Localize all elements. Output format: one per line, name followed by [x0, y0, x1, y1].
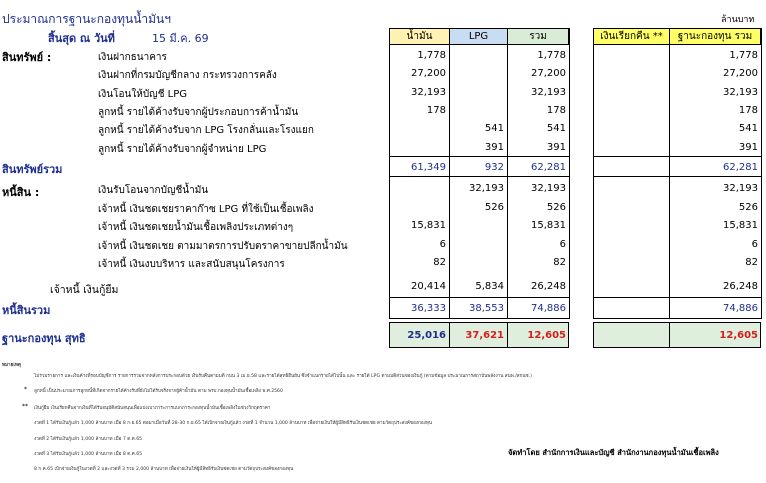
assets-row-oil: 1,778	[417, 50, 446, 61]
net-oil: 25,016	[407, 330, 446, 341]
loan-fund: 26,248	[723, 281, 758, 292]
liabilities-row-label: เจ้าหนี้ เงินชดเชย ตามมาตรการปรับตราคาขายปลีกน้ำมัน	[98, 240, 348, 252]
note-marker: *	[24, 386, 27, 393]
assets-row-fund: 27,200	[723, 68, 758, 80]
liabilities-total-lpg: 38,553	[469, 303, 504, 314]
assets-row-oil: 27,200	[411, 68, 446, 80]
liabilities-row-lpg: 32,193	[469, 183, 504, 194]
row-separator	[389, 156, 569, 157]
assets-row-lpg: 391	[484, 141, 504, 153]
row-separator	[593, 297, 761, 298]
assets-row-label: ลูกหนี้ รายได้ค้างรับจากผู้จำหน่าย LPG	[98, 143, 267, 155]
prepared-by: จัดทำโดย สำนักการเงินและบัญชี สำนักงานกองทุนน้ำมันเชื้อเพลิง	[508, 448, 719, 457]
col-header-lpg: LPG	[449, 28, 507, 45]
liabilities-row-oil: 15,831	[411, 220, 446, 232]
liabilities-row-lpg: 526	[484, 201, 504, 213]
liabilities-row-fund: 82	[745, 257, 758, 269]
liabilities-total-label: หนี้สินรวม	[2, 304, 51, 317]
liabilities-row-oil: 82	[433, 257, 446, 269]
liabilities-row-label: เจ้าหนี้ เงินชดเชยน้ำมันเชื้อเพลิงประเภทต่างๆ	[98, 222, 294, 234]
as-of-label: สิ้นสุด ณ วันที่	[48, 32, 115, 45]
loan-oil: 20,414	[411, 281, 446, 292]
assets-total-label: สินทรัพย์รวม	[2, 163, 63, 176]
assets-row-lpg: 541	[484, 123, 504, 135]
liabilities-row-label: เจ้าหนี้ เงินชดเชยราคาก๊าซ LPG ที่ใช้เป็นเชื้อเพลิง	[98, 203, 314, 215]
assets-total-lpg: 932	[484, 162, 504, 173]
liabilities-row-total: 526	[546, 201, 566, 213]
liabilities-row-label: เงินรับโอนจากบัญชีน้ำมัน	[98, 185, 209, 196]
liabilities-heading: หนี้สิน :	[2, 186, 40, 199]
col-header-total: รวม	[507, 28, 569, 45]
col-header-oil: น้ำมัน	[389, 28, 449, 45]
net-total: 12,605	[527, 330, 566, 341]
liabilities-total-total: 74,886	[531, 303, 566, 314]
note-marker: **	[22, 403, 28, 410]
col-divider	[569, 28, 570, 319]
liabilities-total-oil: 36,333	[411, 303, 446, 314]
assets-row-oil: 32,193	[411, 86, 446, 98]
assets-total-oil: 61,349	[411, 162, 446, 173]
col-header-loan: เงินเรียกคืน **	[593, 28, 669, 45]
row-separator	[593, 318, 761, 319]
assets-row-total: 541	[546, 123, 566, 135]
assets-row-fund: 391	[738, 141, 758, 153]
liabilities-row-fund: 32,193	[723, 183, 758, 194]
assets-row-label: เงินโอนให้บัญชี LPG	[98, 88, 188, 100]
assets-row-oil: 178	[426, 104, 446, 116]
as-of-date: 15 มี.ค. 69	[152, 32, 209, 45]
assets-row-total: 178	[546, 104, 566, 116]
col-divider	[593, 28, 594, 319]
liabilities-row-total: 6	[559, 238, 566, 250]
liabilities-row-label: เจ้าหนี้ เงินงบบริหาร และสนับสนุนโครงการ	[98, 259, 285, 271]
note-line: งวดที่ 2 ได้รับเงินกู้แล้ว 1,000 ล้านบาท เมื่อ 7 ต.ค.65	[34, 437, 143, 442]
row-separator	[389, 318, 569, 319]
col-divider	[761, 28, 762, 319]
assets-row-total: 391	[546, 141, 566, 153]
assets-row-fund: 178	[738, 104, 758, 116]
assets-row-total: 32,193	[531, 86, 566, 98]
net-lpg: 37,621	[465, 330, 504, 341]
note-line: งวดที่ 1 ได้รับเงินกู้แล้ว 1,000 ล้านบาท เมื่อ 8 ก.ย.65 ต่อมาเมื่อวันที่ 28-30 ก.ย.65 ได้เบิกจ่ายเงินกู้แล้ว งวดที่ 1 จำนวน 1,000 ล้านบาท เพื่อจ่ายเงินให้ผู้มีสิทธิรับเงินชดเชย ตามวัตถุประสงค์ของกองทุน	[34, 421, 433, 426]
note-line: ลูกหนี้ เป็นประมาณการลูกหนี้ที่เกิดจากรายได้ค้างรับที่ยังไม่ได้รับจริงจากผู้ค้าน้ำมัน ตาม พรบ.กองทุนน้ำมันเชื้อเพลิง พ.ศ.2560	[34, 389, 283, 394]
row-separator	[593, 156, 761, 157]
net-label: ฐานะกองทุน สุทธิ	[2, 332, 86, 345]
row-separator	[593, 176, 761, 177]
report-title: ประมาณการฐานะกองทุนน้ำมันฯ	[2, 12, 171, 26]
liabilities-row-total: 32,193	[531, 183, 566, 194]
notes-heading: หมายเหตุ	[2, 363, 21, 368]
assets-row-total: 27,200	[531, 68, 566, 80]
assets-row-label: ลูกหนี้ รายได้ค้างรับจาก LPG โรงกลั่นและโรงแยก	[98, 125, 314, 137]
assets-row-fund: 541	[738, 123, 758, 135]
liabilities-row-fund: 526	[738, 201, 758, 213]
note-line: งวดที่ 3 ได้รับเงินกู้แล้ว 1,000 ล้านบาท เมื่อ 8 ต.ค.65	[34, 452, 143, 457]
loan-label: เจ้าหนี้ เงินกู้ยืม	[50, 284, 119, 296]
assets-row-label: เงินฝากธนาคาร	[98, 52, 167, 63]
assets-row-label: เงินฝากที่กรมบัญชีกลาง กระทรวงการคลัง	[98, 70, 277, 82]
net-fund: 12,605	[719, 330, 758, 341]
assets-row-fund: 32,193	[723, 86, 758, 98]
assets-total-total: 62,281	[531, 162, 566, 173]
liabilities-total-fund: 74,886	[723, 303, 758, 314]
liabilities-row-total: 82	[553, 257, 566, 269]
col-divider	[449, 28, 450, 319]
assets-total-fund: 62,281	[723, 162, 758, 173]
loan-lpg: 5,834	[475, 281, 504, 292]
assets-heading: สินทรัพย์ :	[2, 51, 52, 64]
row-separator	[389, 297, 569, 298]
note-line: 8 ก.ค.65 เบิกจ่ายเงินกู้ในงวดที่ 2 และงวดที่ 3 รวม 2,000 ล้านบาท เพื่อจ่ายเงินให้ผู้มีสิทธิรับเงินชดเชย ตามวัตถุประสงค์ของกองทุน	[34, 467, 294, 472]
assets-row-fund: 1,778	[729, 50, 758, 61]
row-separator	[389, 176, 569, 177]
liabilities-row-oil: 6	[439, 238, 446, 250]
assets-row-total: 1,778	[537, 50, 566, 61]
liabilities-row-total: 15,831	[531, 220, 566, 232]
note-line: เงินกู้ยืม เงินเรียกคืนจากเงินที่ได้รับอนุมัติสนับสนุนเพื่อแบ่งเบาภาระการแบกภาระกองทุนน้ำมันเชื้อเพลิงในช่วงวิกฤตราคา	[34, 406, 271, 411]
liabilities-row-fund: 6	[751, 238, 758, 250]
unit-label: ล้านบาท	[721, 15, 755, 25]
note-line: ไม่รวมรายการ และเงินค้างที่รอบบัญชีการ รายการรวมจากหลังการประกอบด้วย เงินรับคืนตามมติ กบน 3 เม.ย.58 และรายได้สุทธิยืนยัน ซึ่งจำแนกรายได้ไปนั้น และ รายได้ LPG ตามมติส่วนของเงินกู้ (ตามข้อมูล ประมาณการสถาบันพลังงาน สนพ./สกนช.)	[34, 374, 532, 379]
loan-total: 26,248	[531, 281, 566, 292]
assets-row-label: ลูกหนี้ รายได้ค้างรับจากผู้ประกอบการค้าน้ำมัน	[98, 106, 299, 118]
liabilities-row-fund: 15,831	[723, 220, 758, 232]
col-header-fund: ฐานะกองทุน รวม	[669, 28, 761, 45]
